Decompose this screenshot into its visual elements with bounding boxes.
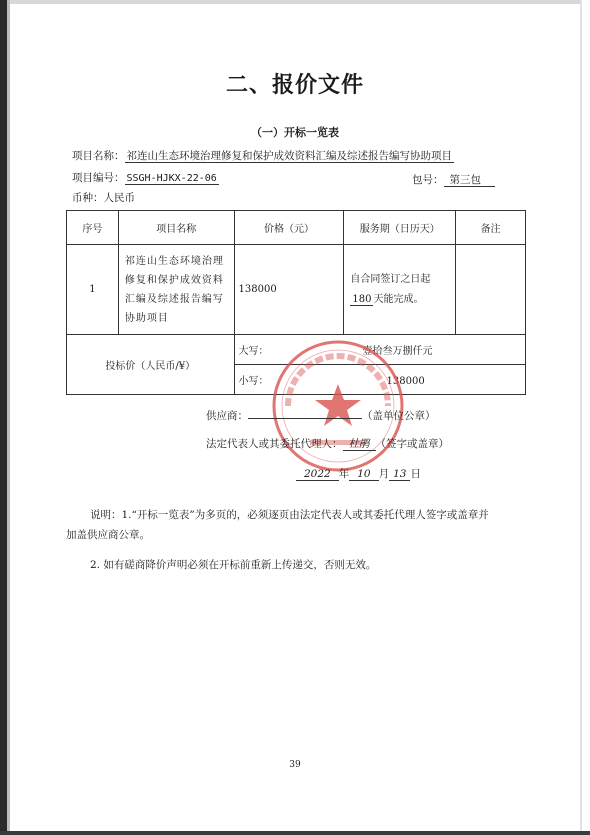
package-line	[412, 172, 495, 187]
lower-value: 138000	[386, 376, 425, 387]
currency-line	[72, 190, 135, 205]
package-value: 第三包	[444, 174, 496, 187]
row-remark	[456, 245, 526, 335]
date-month-unit: 月	[378, 468, 390, 480]
currency-label: 币种：	[72, 192, 104, 204]
project-no-value: SSGH-HJKX-22-06	[126, 173, 217, 184]
upper-value: 壹拾叁万捌仟元	[362, 346, 433, 357]
service-suffix: 天能完成。	[373, 293, 424, 305]
currency-value: 人民币	[103, 192, 135, 204]
header-service: 服务期（日历天）	[344, 211, 456, 245]
bid-price-label: 投标价（人民币/¥）	[67, 335, 235, 395]
page-number: 39	[289, 760, 301, 770]
row-index: 1	[67, 245, 119, 335]
row-service-period	[344, 245, 456, 335]
supplier-line	[206, 408, 436, 423]
date-line	[296, 466, 421, 481]
table-row	[67, 245, 526, 335]
service-prefix: 自合同签订之日起	[350, 273, 431, 285]
header-price: 价格（元）	[234, 211, 344, 245]
date-year: 2022	[296, 468, 339, 481]
representative-line	[206, 436, 449, 451]
note-2: 2. 如有磋商降价声明必须在开标前重新上传递交，否则无效。	[90, 559, 377, 571]
package-label: 包号：	[412, 174, 444, 186]
representative-label: 法定代表人或其委托代理人：	[206, 438, 343, 450]
supplier-label: 供应商：	[206, 410, 248, 422]
project-name-line	[72, 148, 454, 163]
project-no-line	[72, 170, 219, 185]
lower-amount-cell	[234, 365, 525, 395]
note-1-line-2: 加盖供应商公章。	[66, 529, 150, 541]
scan-edge-top	[10, 0, 580, 4]
project-name-value: 祁连山生态环境治理修复和保护成效资料汇编及综述报告编写协助项目	[126, 150, 452, 162]
header-name: 项目名称	[118, 211, 234, 245]
project-no-label: 项目编号：	[72, 172, 125, 184]
header-index: 序号	[67, 211, 119, 245]
supplier-seal-blank	[248, 418, 362, 419]
upper-amount-row	[67, 335, 526, 365]
date-month: 10	[349, 468, 378, 481]
header-remark: 备注	[456, 211, 526, 245]
note-1-line-1: 说明：1.“开标一览表”为多页的，必须逐页由法定代表人或其委托代理人签字或盖章并	[90, 509, 489, 521]
scan-edge-bottom	[0, 831, 590, 835]
representative-suffix: （签字或盖章）	[375, 438, 449, 450]
document-title: 二、报价文件	[225, 73, 364, 98]
lower-label: 小写：	[238, 376, 269, 387]
representative-signature: 杜鹃	[343, 438, 376, 451]
row-project-name: 祁连山生态环境治理修复和保护成效资料汇编及综述报告编写协助项目	[118, 245, 234, 335]
date-day-unit: 日	[410, 468, 421, 480]
upper-amount-cell	[234, 335, 525, 365]
bid-summary-table	[66, 210, 526, 395]
project-name-label: 项目名称：	[72, 150, 125, 162]
date-year-unit: 年	[338, 468, 350, 480]
table-header-row	[67, 211, 526, 245]
supplier-suffix: （盖单位公章）	[362, 410, 436, 422]
document-subtitle: （一）开标一览表	[251, 126, 339, 139]
date-day: 13	[389, 468, 410, 481]
service-days: 180	[352, 293, 372, 305]
row-price: 138000	[234, 245, 344, 335]
upper-label: 大写：	[238, 346, 269, 357]
